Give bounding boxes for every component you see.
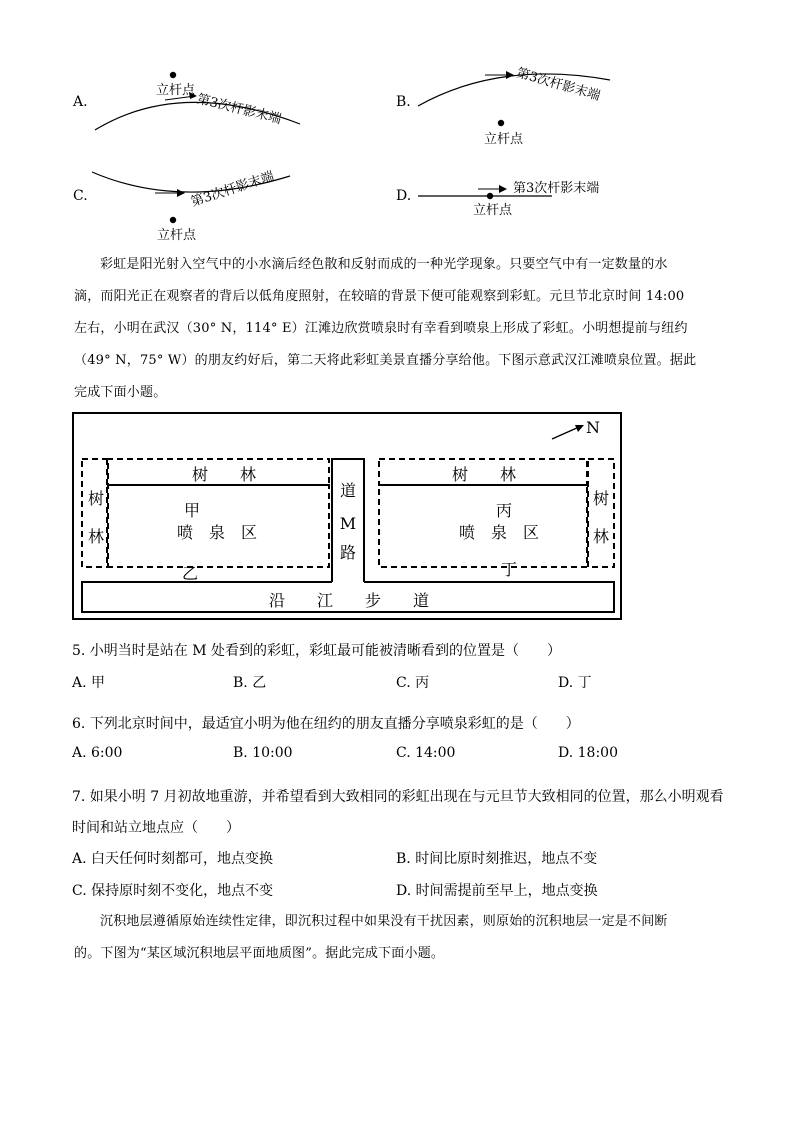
q5-option-a[interactable]: A. 甲 [72, 675, 106, 691]
forest-left-top: 树 林 [191, 465, 256, 484]
q7-option-a[interactable]: A. 白天任何时刻都可，地点变换 [72, 851, 274, 867]
passage-line: 的。下图为“某区域沉积地层平面地质图”。据此完成下面小题。 [74, 946, 445, 961]
option-b-point [498, 120, 504, 126]
q6-option-c[interactable]: C. 14:00 [396, 745, 456, 761]
option-a-end-label: 第3次杆影末端 [195, 91, 283, 128]
option-c-point [170, 217, 176, 223]
q6-option-a[interactable]: A. 6:00 [72, 745, 123, 761]
label-ding: 丁 [500, 560, 517, 579]
road-label-1: 道 [339, 481, 356, 500]
passage-line: 完成下面小题。 [74, 385, 167, 400]
passage-rainbow [74, 249, 724, 409]
q7-stem-line-2: 时间和站立地点应（ ） [72, 820, 240, 836]
q6-option-d[interactable]: D. 18:00 [558, 745, 618, 761]
option-c-letter: C. [73, 188, 88, 204]
q7-option-c[interactable]: C. 保持原时刻不变化，地点不变 [72, 883, 274, 899]
option-b-point-label: 立杆点 [484, 132, 524, 147]
passage-line: 左右，小明在武汉（30° N，114° E）江滩边欣赏喷泉时有幸看到喷泉上形成了彩虹。小明想提前与纽约 [74, 321, 688, 336]
label-bing: 丙 [495, 501, 512, 520]
option-c-end-label: 第3次杆影末端 [189, 169, 276, 211]
road-label-3: 路 [339, 543, 356, 562]
passage-line: 沉积地层遵循原始连续性定律，即沉积过程中如果没有干扰因素，则原始的沉积地层一定是不间断 [100, 914, 668, 929]
passage-line: （49° N，75° W）的朋友约好后，第二天将此彩虹美景直播分享给他。下图示意武汉江滩喷泉位置。据此 [74, 353, 697, 368]
fountain-map [72, 412, 622, 620]
passage-strata [74, 906, 724, 970]
option-b-end-label: 第3次杆影末端 [514, 65, 602, 105]
north-label: N [586, 418, 600, 437]
option-b-letter: B. [396, 94, 411, 110]
option-a-point [170, 72, 176, 78]
label-jia: 甲 [183, 501, 200, 520]
q7-option-b[interactable]: B. 时间比原时刻推迟，地点不变 [396, 851, 598, 867]
forest-right-side-1: 树 [592, 489, 609, 508]
label-yi: 乙 [181, 564, 198, 583]
option-a-letter: A. [73, 94, 88, 110]
fountain-area-left: 喷 泉 区 [176, 523, 257, 542]
q6-option-b[interactable]: B. 10:00 [233, 745, 293, 761]
option-d-point-label: 立杆点 [473, 203, 513, 218]
q5-option-c[interactable]: C. 丙 [396, 675, 430, 691]
q5-stem: 5. 小明当时是站在 M 处看到的彩虹，彩虹最可能被清晰看到的位置是（ ） [72, 643, 562, 659]
riverside-walkway: 沿 江 步 道 [268, 591, 429, 610]
option-c-point-label: 立杆点 [157, 228, 197, 243]
fountain-area-right: 喷 泉 区 [458, 523, 539, 542]
option-d-end-label: 第3次杆影末端 [513, 181, 600, 196]
q6-stem: 6. 下列北京时间中，最适宜小明为他在纽约的朋友直播分享喷泉彩虹的是（ ） [72, 716, 580, 732]
forest-right-top: 树 林 [451, 465, 516, 484]
q7-option-d[interactable]: D. 时间需提前至早上，地点变换 [396, 883, 598, 899]
option-a-point-label: 立杆点 [156, 83, 196, 98]
q5-option-b[interactable]: B. 乙 [233, 675, 267, 691]
option-d-letter: D. [396, 188, 412, 204]
q5-option-d[interactable]: D. 丁 [558, 675, 592, 691]
road-label-m: M [339, 514, 357, 533]
forest-right-side-2: 林 [592, 527, 609, 546]
forest-left-side-2: 林 [87, 527, 104, 546]
q7-stem-line-1: 7. 如果小明 7 月初故地重游，并希望看到大致相同的彩虹出现在与元旦节大致相同的位置，那么小明观看 [72, 789, 724, 805]
passage-line: 滴，而阳光正在观察者的背后以低角度照射，在较暗的背景下便可能观察到彩虹。元旦节北京时间 14:00 [74, 289, 685, 304]
passage-line: 彩虹是阳光射入空气中的小水滴后经色散和反射而成的一种光学现象。只要空气中有一定数量的水 [100, 257, 668, 272]
forest-left-side-1: 树 [87, 489, 104, 508]
shadow-diagrams [0, 0, 794, 240]
